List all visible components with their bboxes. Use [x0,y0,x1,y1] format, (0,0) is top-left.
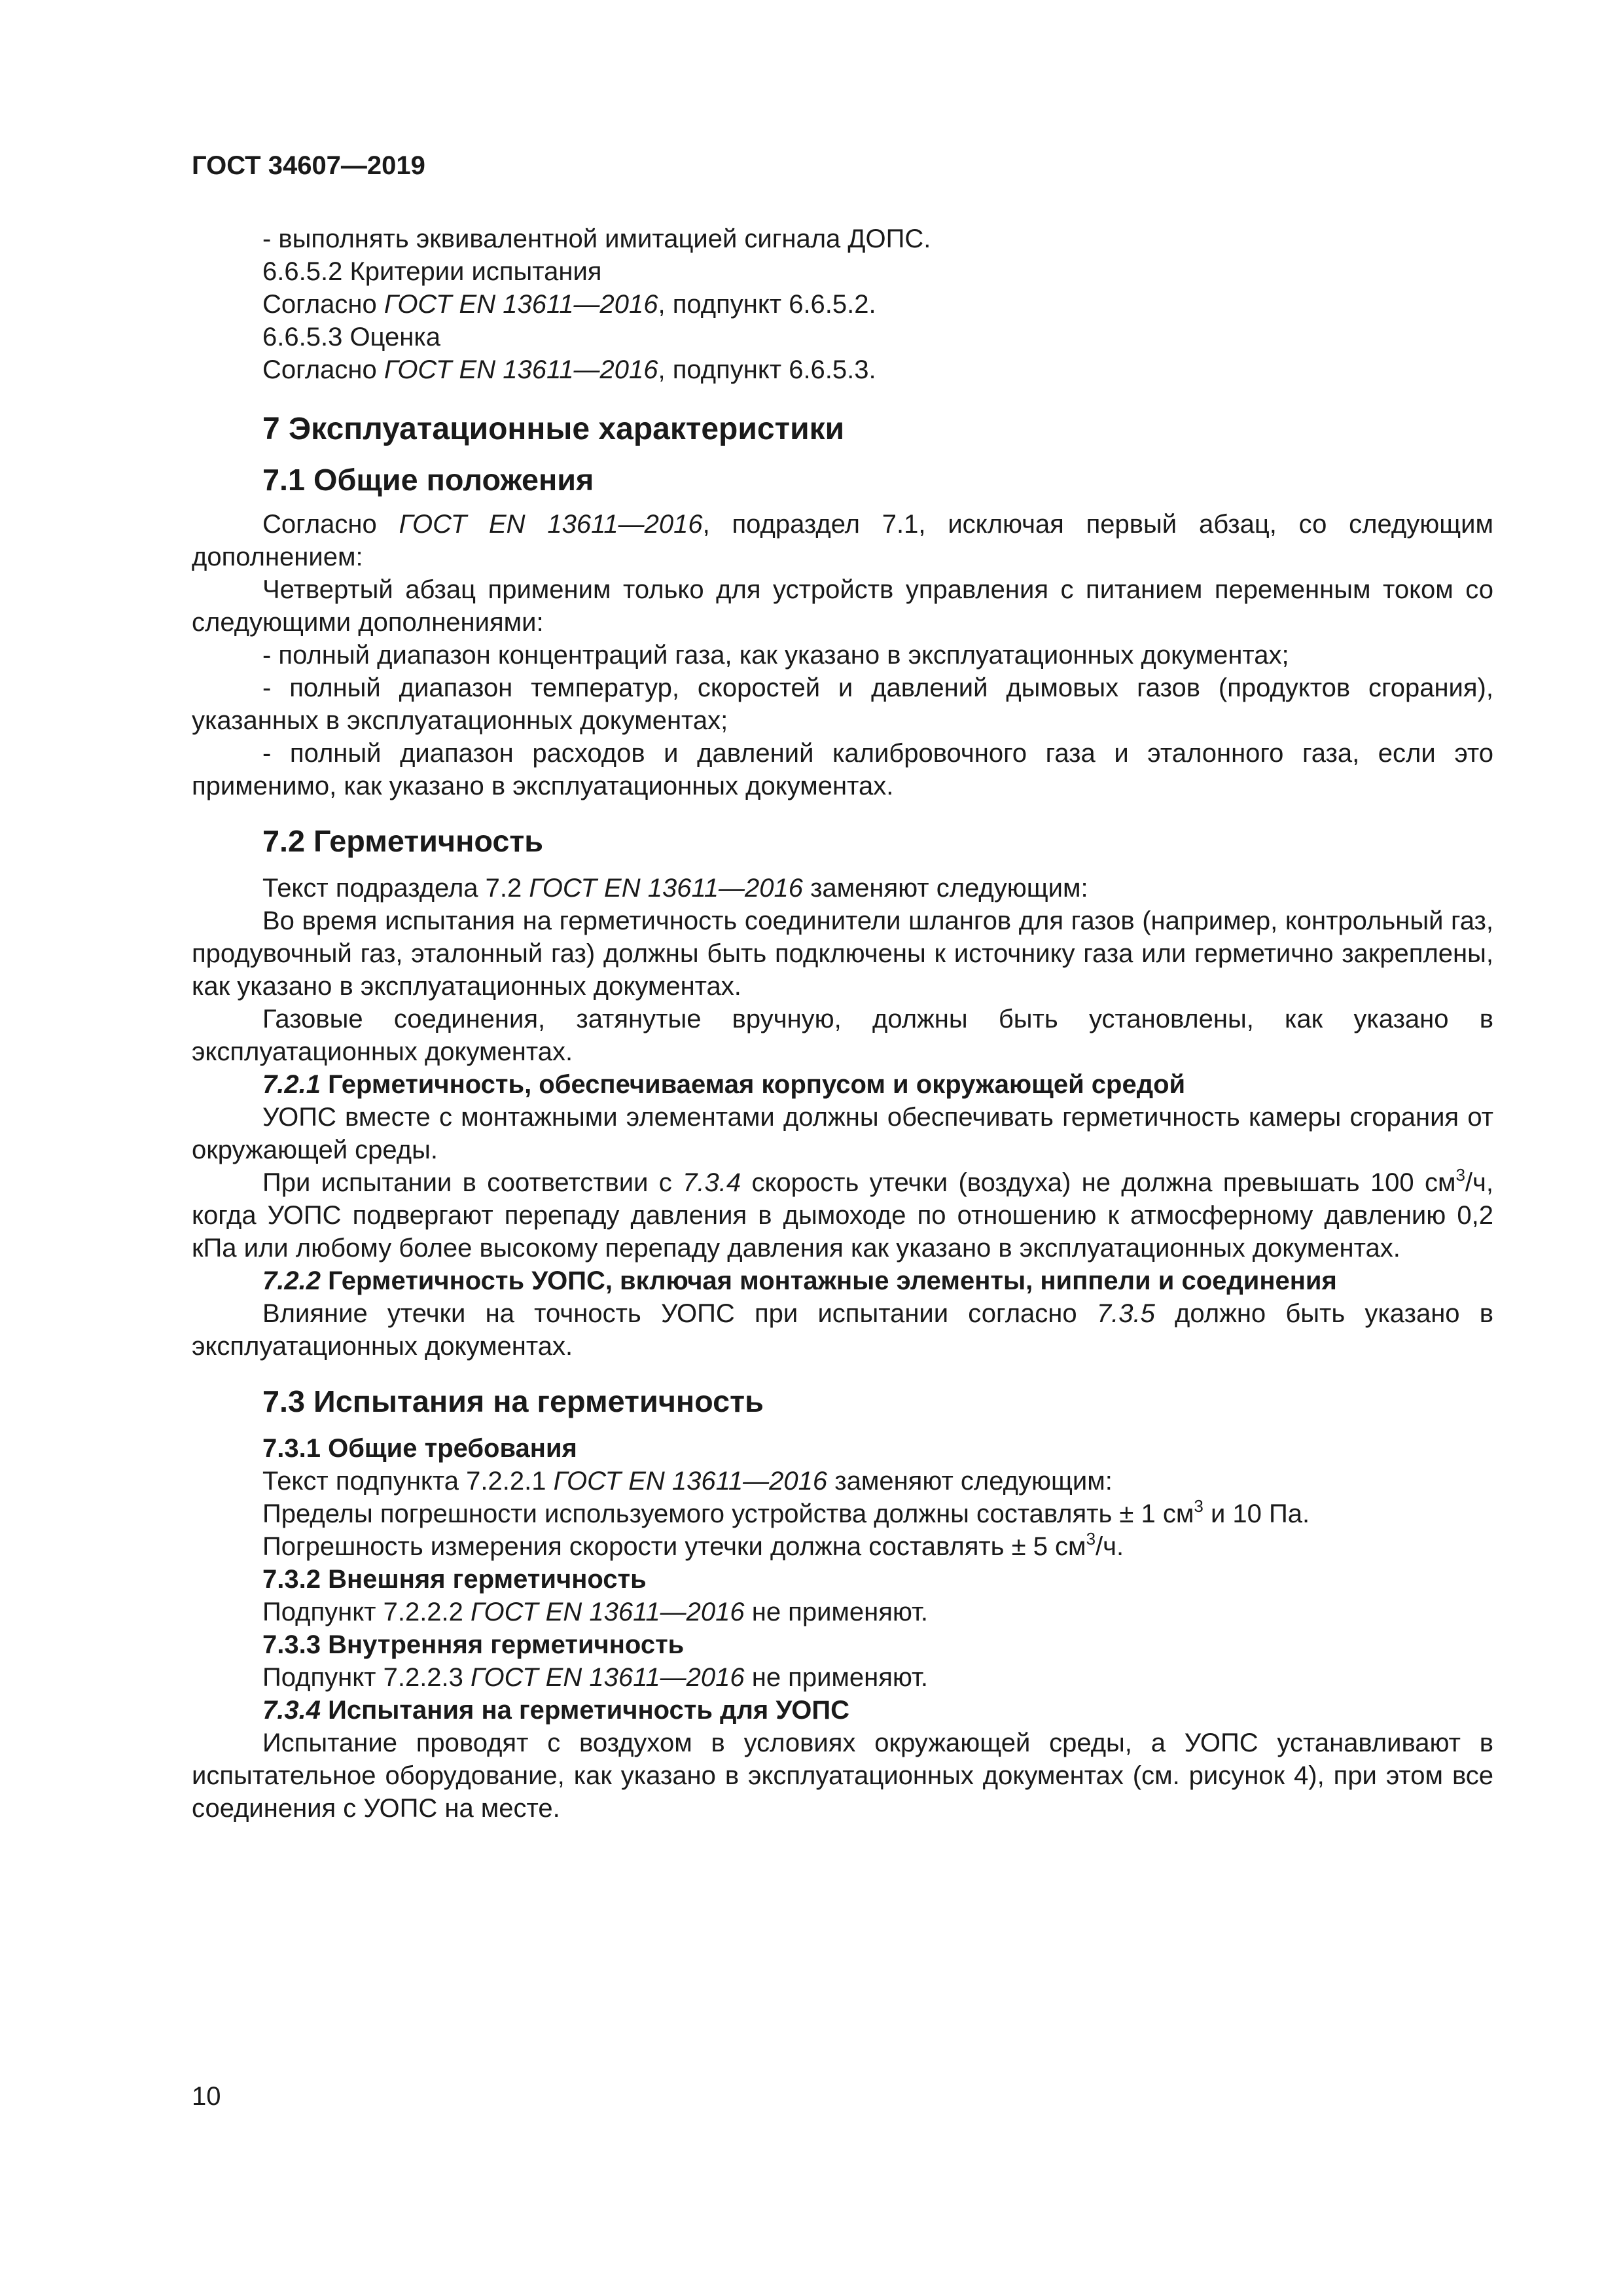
subsection-heading: 7.1 Общие положения [262,463,594,497]
paragraph: УОПС вместе с монтажными элементами должны обеспечивать герметичность камеры сгорания от окружающей среды. [192,1103,1493,1164]
paragraph: Согласно ГОСТ EN 13611—2016, подраздел 7.1, исключая первый абзац, со следующим дополнением: [192,510,1493,571]
list-item: - полный диапазон концентраций газа, как указано в эксплуатационных документах; [262,641,1289,670]
list-item: - полный диапазон расходов и давлений калибровочного газа и эталонного газа, если это применимо, как указано в эксплуатационных документах. [192,739,1493,800]
standard-reference: ГОСТ EN 13611—2016 [471,1663,745,1692]
paragraph: Подпункт 7.2.2.3 ГОСТ EN 13611—2016 не применяют. [262,1663,929,1692]
paragraph: Текст подраздела 7.2 ГОСТ EN 13611—2016 заменяют следующим: [262,874,1088,903]
subsection-heading: 7.2 Герметичность [262,824,544,858]
paragraph: Пределы погрешности используемого устройства должны составлять ± 1 $см^3$ и 10 Па. [262,1496,1310,1528]
paragraph: Подпункт 7.2.2.2 ГОСТ EN 13611—2016 не применяют. [262,1598,929,1626]
paragraph: Испытание проводят с воздухом в условиях окружающей среды, а УОПС устанавливают в испытательное оборудование, как указано в эксплуатационных документах (см. рисунок 4), при этом все соединения с УОПС на месте. [192,1729,1493,1823]
paragraph: Влияние утечки на точность УОПС при испытании согласно 7.3.5 должно быть указано в эксплуатационных документах. [192,1299,1493,1361]
paragraph: Газовые соединения, затянутые вручную, должны быть установлены, как указано в эксплуатационных документах. [192,1005,1493,1066]
paragraph: Во время испытания на герметичность соединители шлангов для газов (например, контрольный газ, продувочный газ, эталонный газ) должны быть подключены к источнику газа или герметично закреплены, как указано в эксплуатационных документах. [192,906,1493,1001]
standard-reference: ГОСТ EN 13611—2016 [399,510,703,539]
clause-heading: 7.3.4 Испытания на герметичность для УОПС [262,1696,849,1725]
standard-reference: ГОСТ EN 13611—2016 [529,874,803,903]
list-item: - полный диапазон температур, скоростей и давлений дымовых газов (продуктов сгорания), указанных в эксплуатационных документах; [192,673,1493,735]
clause-heading: 7.2.1 Герметичность, обеспечиваемая корпусом и окружающей средой [262,1070,1186,1099]
clause-heading: 7.3.1 Общие требования [262,1434,577,1463]
paragraph: Согласно ГОСТ EN 13611—2016, подпункт 6.6.5.2. [262,290,876,319]
paragraph: Погрешность измерения скорости утечки должна составлять ± 5 $см^3/ч$. [262,1529,1124,1561]
paragraph: При испытании в соответствии с 7.3.4 скорость утечки (воздуха) не должна превышать 100 $см^3/ч$, когда УОПС подвергают перепаду давления в дымоходе по отношению к атмосферному давлению 0,2 кПа или любому более высокому перепаду давления как указано в эксплуатационных документах. [192,1165,1493,1263]
clause-title: 6.6.5.2 Критерии испытания [262,257,602,286]
paragraph: Текст подпункта 7.2.2.1 ГОСТ EN 13611—2016 заменяют следующим: [262,1467,1113,1496]
paragraph: Согласно ГОСТ EN 13611—2016, подпункт 6.6.5.3. [262,355,876,384]
standard-reference: ГОСТ EN 13611—2016 [471,1598,745,1626]
standard-reference: ГОСТ EN 13611—2016 [383,290,658,319]
clause-heading: 7.3.2 Внешняя герметичность [262,1565,647,1594]
section-heading: 7 Эксплуатационные характеристики [262,412,845,446]
document-header: ГОСТ 34607—2019 [192,151,425,180]
page-content [192,223,1493,1825]
clause-title: 6.6.5.3 Оценка [262,323,440,351]
clause-reference: 7.3.5 [1096,1299,1155,1328]
clause-heading: 7.3.3 Внутренняя герметичность [262,1630,685,1659]
clause-heading: 7.2.2 Герметичность УОПС, включая монтажные элементы, ниппели и соединения [262,1266,1337,1295]
clause-reference: 7.3.4 [683,1168,741,1197]
paragraph: Четвертый абзац применим только для устройств управления с питанием переменным током со следующими дополнениями: [192,575,1493,637]
list-item: - выполнять эквивалентной имитацией сигнала ДОПС. [262,224,931,253]
page-number: 10 [192,2082,221,2111]
subsection-heading: 7.3 Испытания на герметичность [262,1384,764,1418]
standard-reference: ГОСТ EN 13611—2016 [553,1467,828,1496]
standard-reference: ГОСТ EN 13611—2016 [383,355,658,384]
